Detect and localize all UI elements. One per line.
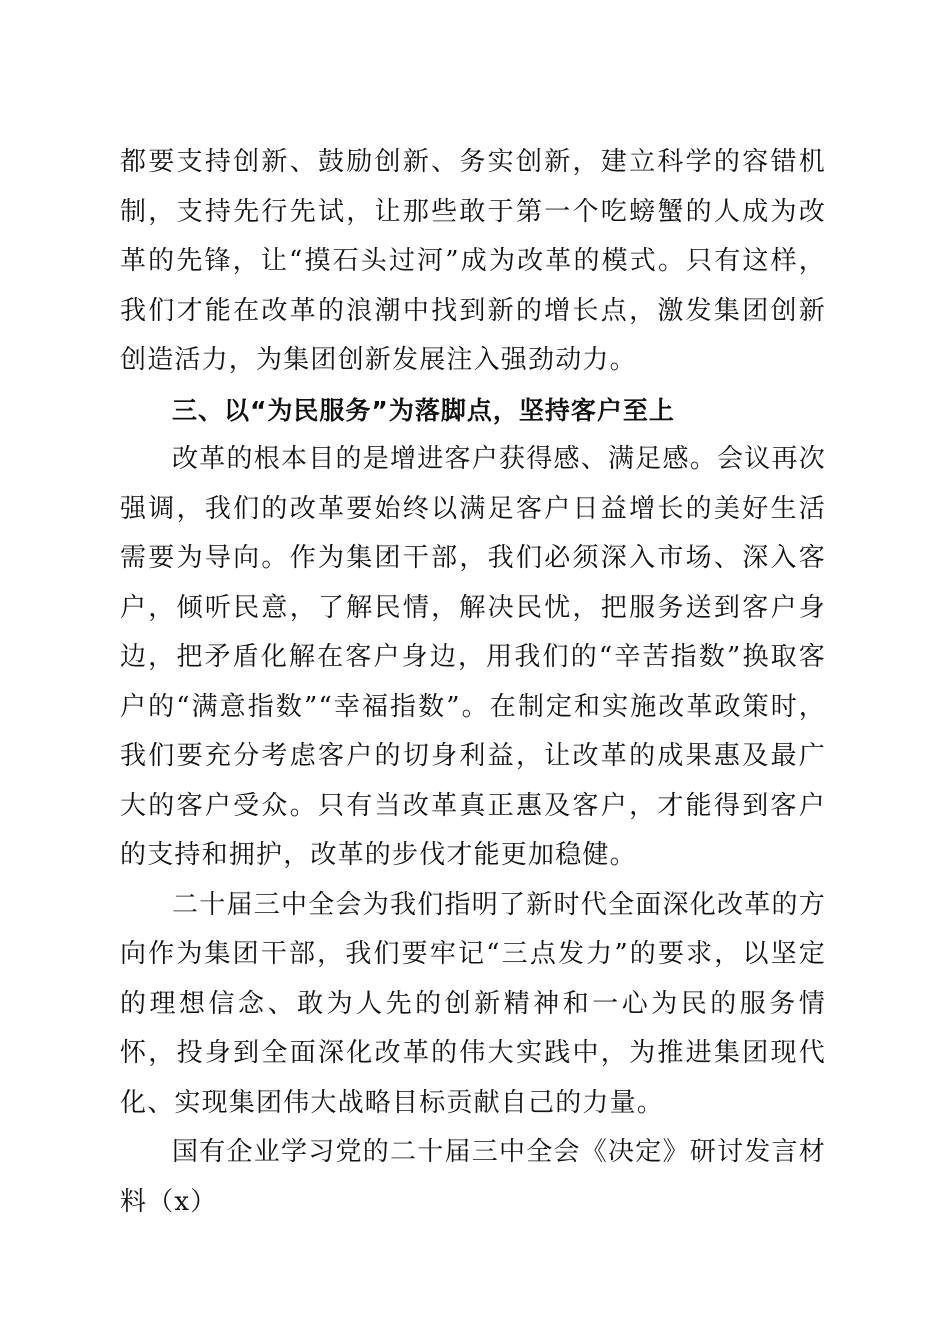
paragraph-continuation: 都要支持创新、鼓励创新、务实创新，建立科学的容错机制，支持先行先试，让那些敢于第一个吃螃蟹的人成为改革的先锋，让“摸石头过河”成为改革的模式。只有这样，我们才能在改革的浪潮中找到新的增长点，激发集团创新创造活力，为集团创新发展注入强劲动力。: [120, 147, 826, 375]
paragraph-customer-first: 改革的根本目的是增进客户获得感、满足感。会议再次强调，我们的改革要始终以满足客户日益增长的美好生活需要为导向。作为集团干部，我们必须深入市场、深入客户，倾听民意，了解民情，解决民忧，把服务送到客户身边，把矛盾化解在客户身边，用我们的“辛苦指数”换取客户的“满意指数”“幸福指数”。在制定和实施改革政策时，我们要充分考虑客户的切身利益，让改革的成果惠及最广大的客户受众。只有当改革真正惠及客户，才能得到客户的支持和拥护，改革的步伐才能更加稳健。: [120, 444, 826, 870]
paragraph-conclusion: 二十届三中全会为我们指明了新时代全面深化改革的方向作为集团干部，我们要牢记“三点发力”的要求，以坚定的理想信念、敢为人先的创新精神和一心为民的服务情怀，投身到全面深化改革的伟大实践中，为推进集团现代化、实现集团伟大战略目标贡献自己的力量。: [120, 889, 826, 1118]
document-body: [120, 138, 826, 1227]
section-heading: 三、以“为民服务”为落脚点，坚持客户至上: [172, 395, 675, 425]
document-title-next: 国有企业学习党的二十届三中全会《决定》研讨发言材料（x）: [120, 1137, 826, 1217]
